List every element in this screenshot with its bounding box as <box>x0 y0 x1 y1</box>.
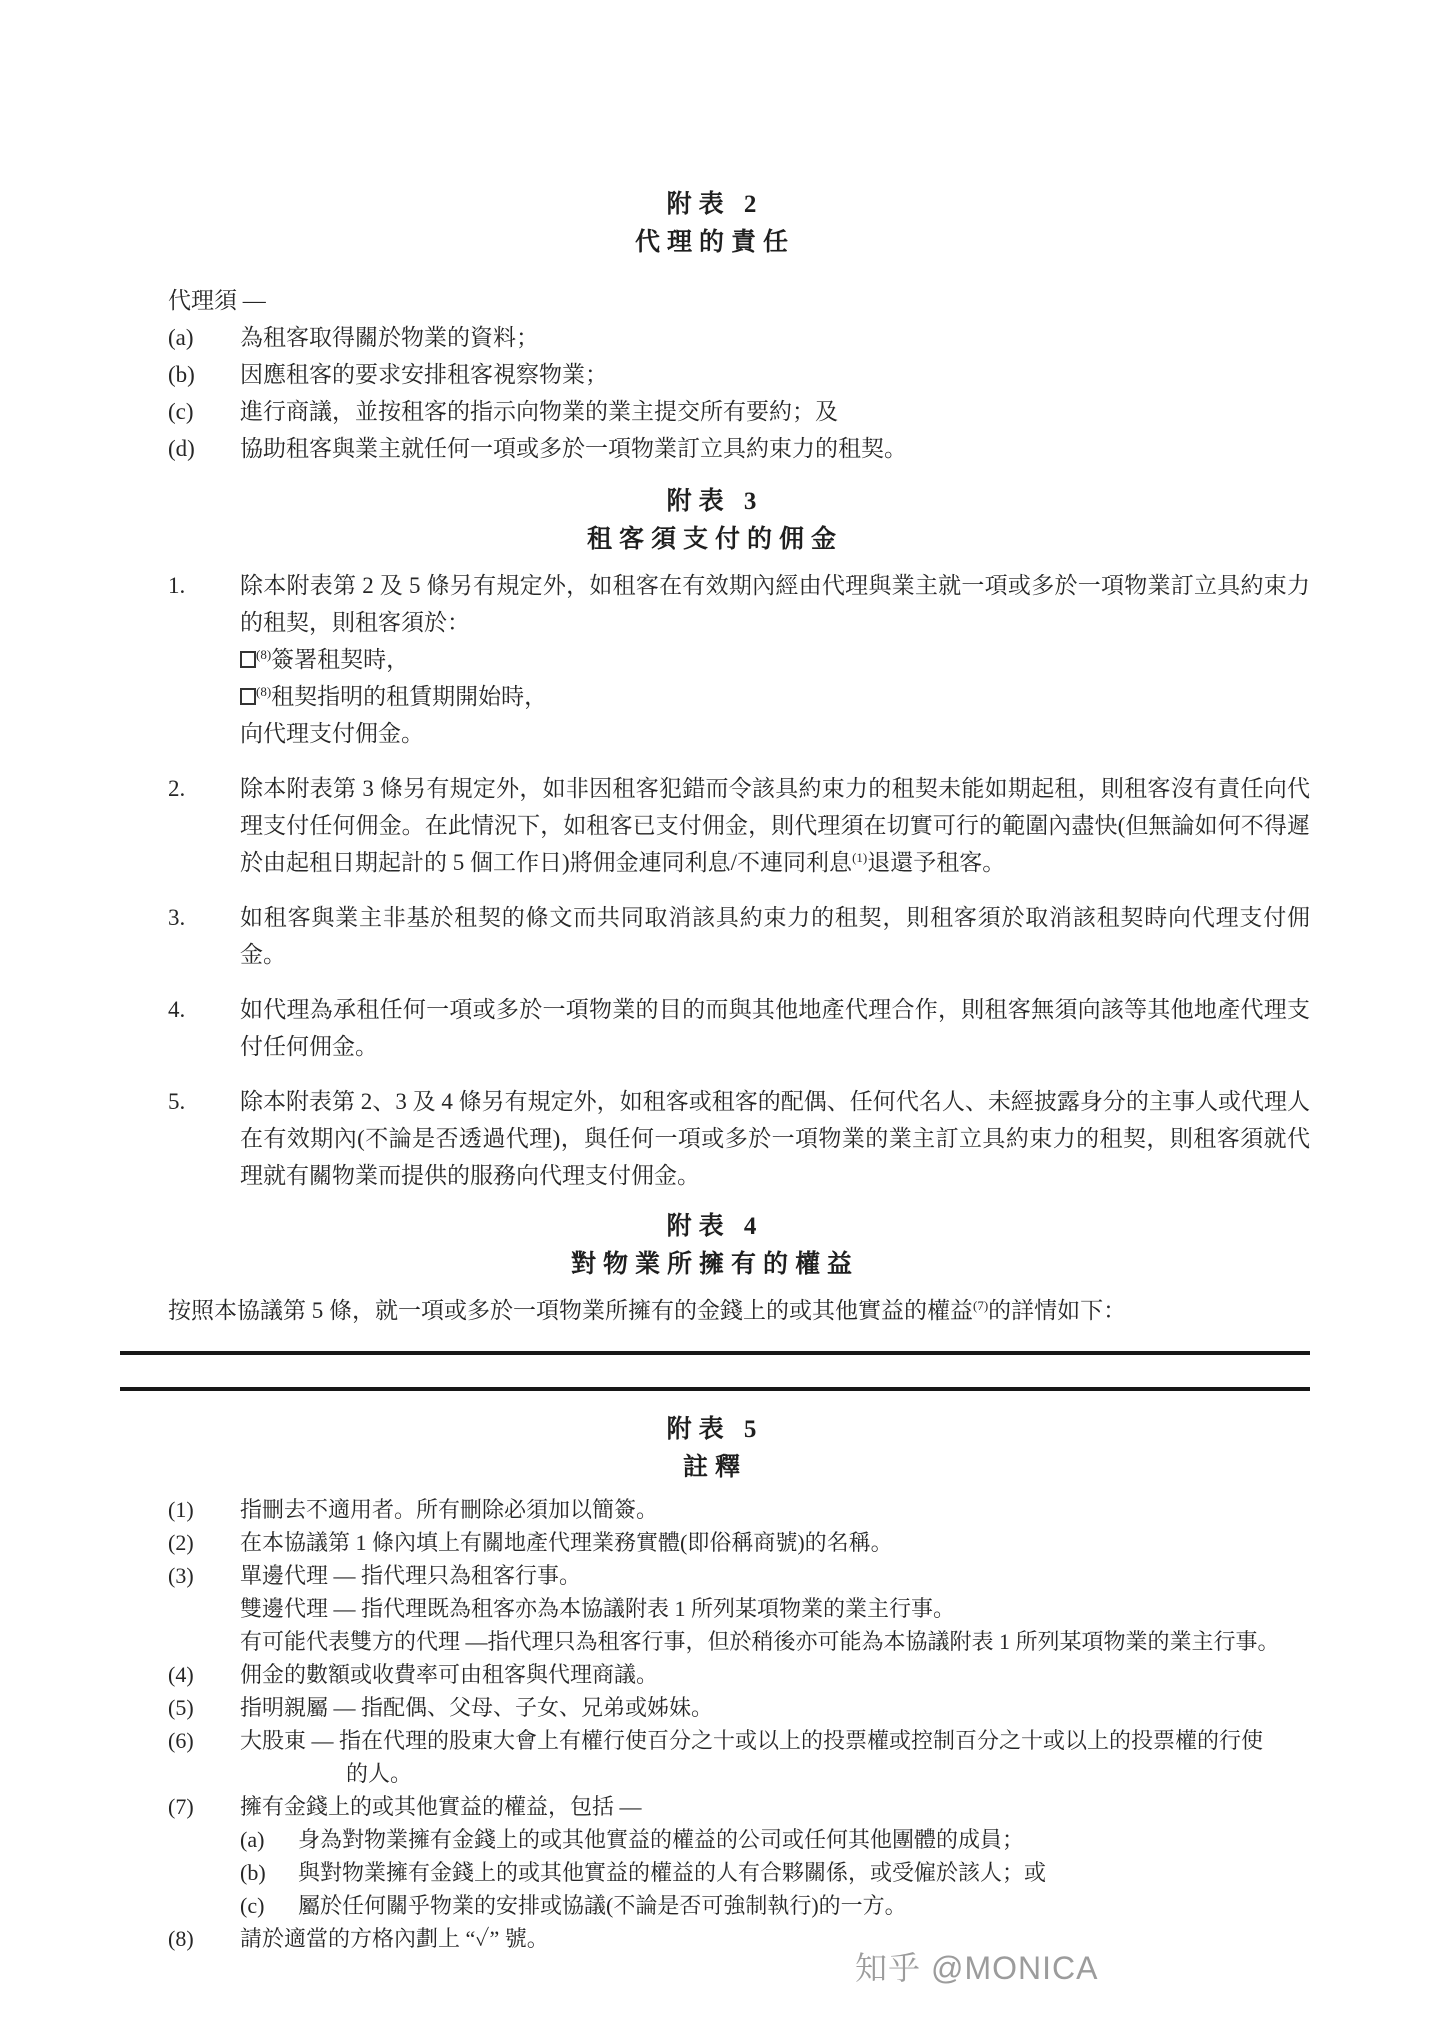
item-label: (c) <box>168 399 194 424</box>
note-text: 在本協議第 1 條內填上有關地產代理業務實體(即俗稱商號)的名稱。 <box>240 1530 893 1555</box>
note-label: (6) <box>168 1728 194 1753</box>
note-2 <box>168 1526 1310 1559</box>
item-text: 為租客取得關於物業的資料； <box>240 325 539 350</box>
note-8 <box>168 1922 1310 1955</box>
note-text: 佣金的數額或收費率可由租客與代理商議。 <box>240 1662 659 1687</box>
note-7-subitem-a <box>240 1823 1310 1856</box>
note-ref-7: (7) <box>973 1298 989 1313</box>
item-text: 如租客與業主非基於租契的條文而共同取消該具約束力的租契，則租客須於取消該租契時向代理支付佣金。 <box>240 905 1310 967</box>
note-label: (4) <box>168 1662 194 1687</box>
note-ref-1: (1) <box>852 850 868 865</box>
schedule-3-subtitle: 租客須支付的佣金 <box>586 526 843 553</box>
note-7-subitem-c <box>240 1889 1310 1922</box>
commission-option-tenancy-start <box>240 678 1310 715</box>
note-7-subitem-b <box>240 1856 1310 1889</box>
note-label: (8) <box>168 1926 194 1951</box>
item-text: 除本附表第 3 條另有規定外，如非因租客犯錯而令該具約束力的租契未能如期起租，則租客沒有責任向代理支付任何佣金。在此情況下，如租客已支付佣金，則代理須在切實可行的範圍內盡快(但無論如何不得遲於由起租日期起計的 5 個工作日)將佣金連同利息/不連同利息 <box>240 776 1310 875</box>
option-text: 簽署租契時， <box>271 647 410 672</box>
schedule-5-title: 附表 5 <box>666 1416 764 1443</box>
item-text: 進行商議，並按租客的指示向物業的業主提交所有要約；及 <box>240 399 838 424</box>
zhihu-logo-text: 知乎 <box>855 1950 922 1986</box>
schedule-4-subtitle: 對物業所擁有的權益 <box>570 1251 859 1278</box>
document-content <box>120 0 1310 1955</box>
item-text: 協助租客與業主就任何一項或多於一項物業訂立具約束力的租契。 <box>240 436 907 461</box>
interest-details-fill-line-1[interactable] <box>120 1351 1310 1355</box>
item-text: 除本附表第 2 及 5 條另有規定外，如租客在有效期內經由代理與業主就一項或多於一項物業訂立具約束力的租契，則租客須於： <box>240 573 1310 635</box>
item-body <box>240 770 1310 881</box>
note-text: 請於適當的方格內劃上 “✓” 號。 <box>240 1926 549 1951</box>
note-6 <box>168 1724 1310 1790</box>
note-1 <box>168 1493 1310 1526</box>
item-label: 2. <box>168 776 186 801</box>
item-text: 如代理為承租任何一項或多於一項物業的目的而與其他地產代理合作，則租客無須向該等其他地產代理支付任何佣金。 <box>240 997 1310 1059</box>
note-line: 雙邊代理 — 指代理既為租客亦為本協議附表 1 所列某項物業的業主行事。 <box>240 1596 956 1621</box>
item-label: (a) <box>168 325 194 350</box>
intro-text: 按照本協議第 5 條，就一項或多於一項物業所擁有的金錢上的或其他實益的權益 <box>168 1298 973 1323</box>
schedule-5-subtitle: 註釋 <box>682 1454 747 1481</box>
note-5 <box>168 1691 1310 1724</box>
option-text: 租契指明的租賃期開始時， <box>271 684 548 709</box>
note-body <box>240 1790 1310 1922</box>
tick-checkbox[interactable] <box>240 651 256 668</box>
schedule-2-item-d <box>168 430 1310 467</box>
schedule-3-item-3 <box>168 899 1310 973</box>
schedule-3-item-4 <box>168 991 1310 1065</box>
note-label: (3) <box>168 1563 194 1588</box>
item-closing-text: 向代理支付佣金。 <box>240 721 424 746</box>
item-label: 4. <box>168 997 186 1022</box>
watermark-handle: @MONICA <box>931 1950 1099 1986</box>
schedule-3-item-2 <box>168 770 1310 881</box>
subitem-text: 與對物業擁有金錢上的或其他實益的權益的人有合夥關係，或受僱於該人；或 <box>298 1860 1047 1885</box>
note-body <box>240 1724 1310 1790</box>
item-label: (b) <box>168 362 195 387</box>
schedule-2-title: 附表 2 <box>666 191 764 218</box>
schedule-4-title: 附表 4 <box>666 1213 764 1240</box>
item-label: 5. <box>168 1089 186 1114</box>
tick-checkbox[interactable] <box>240 688 256 705</box>
schedule-4-intro <box>168 1292 1310 1329</box>
note-line: 大股東 — 指在代理的股東大會上有權行使百分之十或以上的投票權或控制百分之十或以上的投票權的行使 <box>240 1728 1264 1753</box>
schedule-3-item-1 <box>168 567 1310 752</box>
note-text: 指刪去不適用者。所有刪除必須加以簡簽。 <box>240 1497 659 1522</box>
notes-list <box>120 1493 1310 1955</box>
subitem-text: 身為對物業擁有金錢上的或其他實益的權益的公司或任何其他團體的成員； <box>298 1827 1025 1852</box>
note-text: 擁有金錢上的或其他實益的權益，包括 — <box>240 1794 642 1819</box>
note-label: (2) <box>168 1530 194 1555</box>
note-ref-8: (8) <box>256 647 272 662</box>
schedule-2-lead: 代理須 — <box>168 288 266 313</box>
note-label: (5) <box>168 1695 194 1720</box>
commission-option-sign-lease <box>240 641 1310 678</box>
note-body <box>240 1559 1310 1658</box>
note-label: (7) <box>168 1794 194 1819</box>
interest-details-fill-line-2[interactable] <box>120 1387 1310 1391</box>
note-4 <box>168 1658 1310 1691</box>
note-ref-8: (8) <box>256 684 272 699</box>
item-text: 退還予租客。 <box>867 850 1006 875</box>
subitem-label: (c) <box>240 1893 265 1918</box>
schedule-2-item-b <box>168 356 1310 393</box>
schedule-2-item-a <box>168 319 1310 356</box>
note-7 <box>168 1790 1310 1922</box>
note-line: 單邊代理 — 指代理只為租客行事。 <box>240 1563 582 1588</box>
subitem-label: (a) <box>240 1827 265 1852</box>
item-label: 3. <box>168 905 186 930</box>
note-label: (1) <box>168 1497 194 1522</box>
note-3 <box>168 1559 1310 1658</box>
schedule-2-subtitle: 代理的責任 <box>634 229 795 256</box>
schedule-3-title: 附表 3 <box>666 488 764 515</box>
note-text: 指明親屬 — 指配偶、父母、子女、兄弟或姊妹。 <box>240 1695 714 1720</box>
note-line-continuation: 的人。 <box>346 1761 413 1786</box>
schedule-3-item-5 <box>168 1083 1310 1194</box>
subitem-text: 屬於任何關乎物業的安排或協議(不論是否可強制執行)的一方。 <box>298 1893 907 1918</box>
item-text: 因應租客的要求安排租客視察物業； <box>240 362 608 387</box>
zhihu-watermark <box>855 1943 1099 1989</box>
item-label: (d) <box>168 436 195 461</box>
subitem-label: (b) <box>240 1860 266 1885</box>
item-body <box>240 567 1310 752</box>
note-line: 有可能代表雙方的代理 —指代理只為租客行事，但於稍後亦可能為本協議附表 1 所列某項物業的業主行事。 <box>240 1629 1280 1654</box>
intro-text: 的詳情如下： <box>988 1298 1127 1323</box>
item-label: 1. <box>168 573 186 598</box>
item-text: 除本附表第 2、3 及 4 條另有規定外，如租客或租客的配偶、任何代名人、未經披露身分的主事人或代理人在有效期內(不論是否透過代理)，與任何一項或多於一項物業的業主訂立具約束力的租契，則租客須就代理就有關物業而提供的服務向代理支付佣金。 <box>240 1089 1310 1188</box>
schedule-2-item-c <box>168 393 1310 430</box>
